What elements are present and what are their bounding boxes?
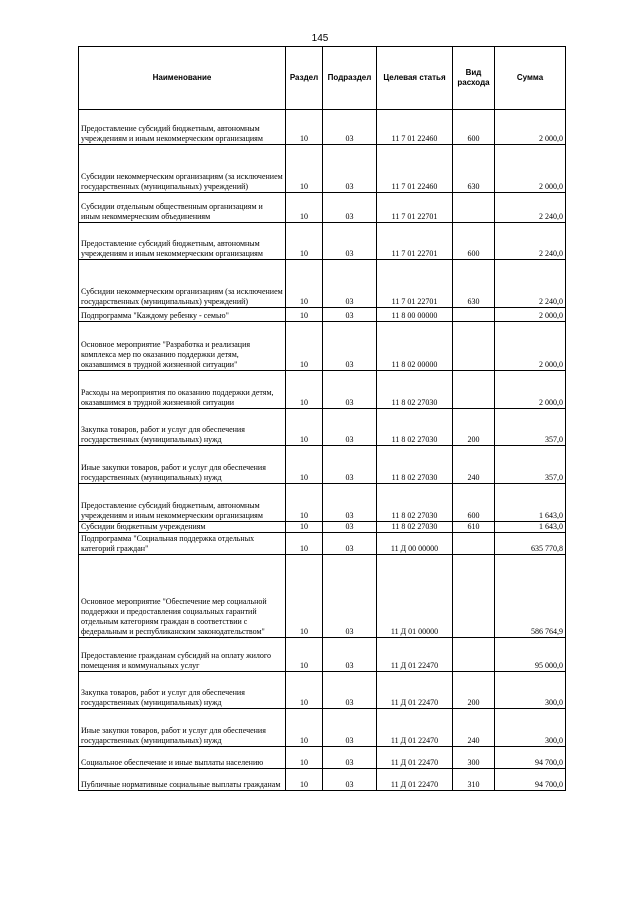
- row-name: Публичные нормативные социальные выплаты гражданам: [79, 769, 286, 791]
- row-sum: 357,0: [495, 409, 566, 446]
- row-section: 10: [286, 638, 323, 672]
- row-name: Предоставление гражданам субсидий на оплату жилого помещения и коммунальных услуг: [79, 638, 286, 672]
- row-name: Расходы на мероприятия по оказанию поддержки детям, оказавшимся в трудной жизненной ситуации: [79, 371, 286, 409]
- row-section: 10: [286, 709, 323, 747]
- table-row: [79, 769, 566, 791]
- row-section: 10: [286, 260, 323, 308]
- row-sum: 2 240,0: [495, 260, 566, 308]
- row-name: Социальное обеспечение и иные выплаты населению: [79, 747, 286, 769]
- row-sum: 2 240,0: [495, 193, 566, 223]
- row-type: 600: [453, 484, 495, 522]
- row-subsection: 03: [323, 769, 377, 791]
- row-type: [453, 322, 495, 371]
- row-sum: 2 000,0: [495, 110, 566, 145]
- row-sum: 357,0: [495, 446, 566, 484]
- row-subsection: 03: [323, 709, 377, 747]
- row-name: Субсидии некоммерческим организациям (за исключением государственных (муниципальных) учреждений): [79, 260, 286, 308]
- row-target: 11 8 02 27030: [377, 409, 453, 446]
- row-subsection: 03: [323, 555, 377, 638]
- header-target: Целевая статья: [377, 47, 453, 110]
- table-row: [79, 260, 566, 308]
- row-subsection: 03: [323, 308, 377, 322]
- row-target: 11 7 01 22460: [377, 145, 453, 193]
- row-target: 11 8 02 27030: [377, 484, 453, 522]
- page-number: 145: [311, 33, 329, 44]
- row-sum: 94 700,0: [495, 769, 566, 791]
- row-section: 10: [286, 409, 323, 446]
- table-row: [79, 533, 566, 555]
- row-subsection: 03: [323, 110, 377, 145]
- row-type: [453, 193, 495, 223]
- row-subsection: 03: [323, 484, 377, 522]
- row-name: Предоставление субсидий бюджетным, автономным учреждениям и иным некоммерческим организациям: [79, 223, 286, 260]
- budget-table: [78, 46, 566, 791]
- row-target: 11 Д 01 22470: [377, 709, 453, 747]
- row-sum: 586 764,9: [495, 555, 566, 638]
- row-type: [453, 638, 495, 672]
- row-target: 11 7 01 22701: [377, 260, 453, 308]
- header-sum: Сумма: [495, 47, 566, 110]
- row-section: 10: [286, 555, 323, 638]
- row-section: 10: [286, 769, 323, 791]
- row-sum: 1 643,0: [495, 484, 566, 522]
- row-subsection: 03: [323, 446, 377, 484]
- row-section: 10: [286, 308, 323, 322]
- table-row: [79, 555, 566, 638]
- row-name: Субсидии отдельным общественным организациям и иным некоммерческим объединениям: [79, 193, 286, 223]
- row-section: 10: [286, 484, 323, 522]
- row-target: 11 Д 00 00000: [377, 533, 453, 555]
- row-name: Предоставление субсидий бюджетным, автономным учреждениям и иным некоммерческим организациям: [79, 484, 286, 522]
- row-type: [453, 371, 495, 409]
- row-name: Основное мероприятие "Разработка и реализация комплекса мер по оказанию поддержки детям, оказавшимся в трудной жизненной ситуации": [79, 322, 286, 371]
- row-target: 11 7 01 22701: [377, 193, 453, 223]
- row-name: Иные закупки товаров, работ и услуг для обеспечения государственных (муниципальных) нужд: [79, 446, 286, 484]
- row-subsection: 03: [323, 672, 377, 709]
- row-section: 10: [286, 522, 323, 533]
- row-name: Субсидии бюджетным учреждениям: [79, 522, 286, 533]
- row-section: 10: [286, 371, 323, 409]
- table-row: [79, 638, 566, 672]
- table-row: [79, 709, 566, 747]
- row-name: Субсидии некоммерческим организациям (за исключением государственных (муниципальных) учреждений): [79, 145, 286, 193]
- row-type: 610: [453, 522, 495, 533]
- row-type: 200: [453, 672, 495, 709]
- row-target: 11 Д 01 22470: [377, 638, 453, 672]
- header-subsection: Подраздел: [323, 47, 377, 110]
- table-row: [79, 522, 566, 533]
- row-target: 11 7 01 22701: [377, 223, 453, 260]
- row-name: Подпрограмма "Каждому ребенку - семью": [79, 308, 286, 322]
- table-row: [79, 446, 566, 484]
- row-name: Предоставление субсидий бюджетным, автономным учреждениям и иным некоммерческим организациям: [79, 110, 286, 145]
- row-type: 310: [453, 769, 495, 791]
- row-type: 240: [453, 709, 495, 747]
- row-subsection: 03: [323, 371, 377, 409]
- row-type: 300: [453, 747, 495, 769]
- row-target: 11 Д 01 22470: [377, 672, 453, 709]
- row-name: Подпрограмма "Социальная поддержка отдельных категорий граждан": [79, 533, 286, 555]
- row-sum: 95 000,0: [495, 638, 566, 672]
- row-type: 630: [453, 260, 495, 308]
- row-section: 10: [286, 533, 323, 555]
- row-subsection: 03: [323, 223, 377, 260]
- row-subsection: 03: [323, 747, 377, 769]
- row-subsection: 03: [323, 322, 377, 371]
- row-subsection: 03: [323, 522, 377, 533]
- table-row: [79, 672, 566, 709]
- row-subsection: 03: [323, 638, 377, 672]
- table-row: [79, 308, 566, 322]
- row-type: 630: [453, 145, 495, 193]
- row-target: 11 8 02 00000: [377, 322, 453, 371]
- row-sum: 2 000,0: [495, 308, 566, 322]
- row-section: 10: [286, 747, 323, 769]
- row-target: 11 8 02 27030: [377, 446, 453, 484]
- header-section: Раздел: [286, 47, 323, 110]
- row-subsection: 03: [323, 260, 377, 308]
- row-target: 11 7 01 22460: [377, 110, 453, 145]
- row-type: 240: [453, 446, 495, 484]
- row-sum: 300,0: [495, 672, 566, 709]
- row-sum: 1 643,0: [495, 522, 566, 533]
- row-target: 11 Д 01 22470: [377, 747, 453, 769]
- row-section: 10: [286, 110, 323, 145]
- row-sum: 300,0: [495, 709, 566, 747]
- table-row: [79, 322, 566, 371]
- row-target: 11 8 00 00000: [377, 308, 453, 322]
- row-section: 10: [286, 446, 323, 484]
- table-row: [79, 145, 566, 193]
- row-name: Основное мероприятие "Обеспечение мер социальной поддержки и предоставления социальных гарантий отдельным категориям граждан в соответствии с федеральным и республиканским законодательством": [79, 555, 286, 638]
- row-name: Закупка товаров, работ и услуг для обеспечения государственных (муниципальных) нужд: [79, 409, 286, 446]
- row-sum: 94 700,0: [495, 747, 566, 769]
- row-type: 200: [453, 409, 495, 446]
- row-subsection: 03: [323, 145, 377, 193]
- table-row: [79, 110, 566, 145]
- row-sum: 2 000,0: [495, 322, 566, 371]
- row-name: Иные закупки товаров, работ и услуг для обеспечения государственных (муниципальных) нужд: [79, 709, 286, 747]
- row-type: 600: [453, 110, 495, 145]
- row-sum: 2 000,0: [495, 145, 566, 193]
- row-target: 11 Д 01 22470: [377, 769, 453, 791]
- row-type: [453, 308, 495, 322]
- header-name: Наименование: [79, 47, 286, 110]
- row-section: 10: [286, 672, 323, 709]
- table-row: [79, 223, 566, 260]
- row-subsection: 03: [323, 193, 377, 223]
- row-target: 11 8 02 27030: [377, 371, 453, 409]
- row-sum: 2 240,0: [495, 223, 566, 260]
- row-target: 11 8 02 27030: [377, 522, 453, 533]
- table-header-row: [79, 47, 566, 110]
- table-row: [79, 747, 566, 769]
- table-row: [79, 484, 566, 522]
- row-type: [453, 533, 495, 555]
- row-section: 10: [286, 193, 323, 223]
- row-section: 10: [286, 223, 323, 260]
- row-type: 600: [453, 223, 495, 260]
- row-sum: 2 000,0: [495, 371, 566, 409]
- row-type: [453, 555, 495, 638]
- row-subsection: 03: [323, 533, 377, 555]
- header-type: Вид расхода: [453, 47, 495, 110]
- row-section: 10: [286, 322, 323, 371]
- row-section: 10: [286, 145, 323, 193]
- row-target: 11 Д 01 00000: [377, 555, 453, 638]
- table-row: [79, 409, 566, 446]
- row-name: Закупка товаров, работ и услуг для обеспечения государственных (муниципальных) нужд: [79, 672, 286, 709]
- row-sum: 635 770,8: [495, 533, 566, 555]
- table-row: [79, 193, 566, 223]
- table-row: [79, 371, 566, 409]
- row-subsection: 03: [323, 409, 377, 446]
